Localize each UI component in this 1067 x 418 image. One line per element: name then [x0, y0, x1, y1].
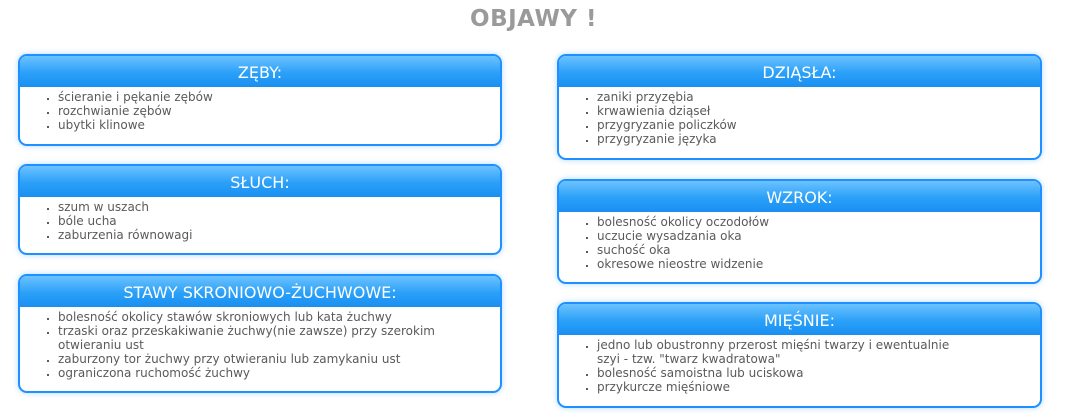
card-heading: ZĘBY:	[20, 56, 500, 87]
card-sluch	[18, 164, 502, 255]
list-item: ▪ bolesność okolicy stawów skroniowych lub kata żuchwy	[58, 310, 440, 324]
card-heading: DZIĄSŁA:	[559, 56, 1040, 87]
card-dziasla	[557, 54, 1042, 160]
symptom-list	[20, 200, 500, 242]
list-item: ▪ zaniki przyzębia	[597, 90, 1040, 104]
list-item: ▪ ubytki klinowe	[58, 118, 500, 132]
symptom-list	[20, 90, 500, 132]
list-item: ▪ trzaski oraz przeskakiwanie żuchwy(nie zawsze) przy szerokim otwieraniu ust	[58, 324, 440, 352]
list-item: ▪ bolesność samoistna lub uciskowa	[597, 366, 970, 380]
list-item: ▪ ścieranie i pękanie zębów	[58, 90, 500, 104]
card-heading: WZROK:	[559, 181, 1040, 212]
page-title: OBJAWY !	[470, 6, 597, 32]
list-item: ▪ zaburzony tor żuchwy przy otwieraniu lub zamykaniu ust	[58, 352, 440, 366]
card-miesnie	[557, 302, 1042, 408]
list-item: ▪ zaburzenia równowagi	[58, 228, 500, 242]
list-item: ▪ rozchwianie zębów	[58, 104, 500, 118]
card-zeby	[18, 54, 502, 146]
list-item: ▪ przygryzanie policzków	[597, 118, 1040, 132]
list-item: ▪ przygryzanie języka	[597, 132, 1040, 146]
list-item: ▪ bolesność okolicy oczodołów	[597, 215, 1040, 229]
card-stawy	[18, 274, 502, 393]
symptom-list	[559, 90, 1040, 146]
card-heading: SŁUCH:	[20, 166, 500, 197]
card-wzrok	[557, 179, 1042, 284]
list-item: ▪ ograniczona ruchomość żuchwy	[58, 366, 440, 380]
list-item: ▪ uczucie wysadzania oka	[597, 229, 1040, 243]
card-heading: MIĘŚNIE:	[559, 304, 1040, 335]
symptom-list	[559, 215, 1040, 271]
list-item: ▪ przykurcze mięśniowe	[597, 380, 970, 394]
symptom-list	[20, 310, 500, 380]
card-heading: STAWY SKRONIOWO-ŻUCHWOWE:	[20, 276, 500, 307]
list-item: ▪ jedno lub obustronny przerost mięśni twarzy i ewentualnie szyi - tzw. "twarz kwadratowa"	[597, 338, 970, 366]
list-item: ▪ bóle ucha	[58, 214, 500, 228]
list-item: ▪ suchość oka	[597, 243, 1040, 257]
list-item: ▪ okresowe nieostre widzenie	[597, 257, 1040, 271]
list-item: ▪ szum w uszach	[58, 200, 500, 214]
symptom-list	[559, 338, 1040, 394]
list-item: ▪ krwawienia dziąseł	[597, 104, 1040, 118]
